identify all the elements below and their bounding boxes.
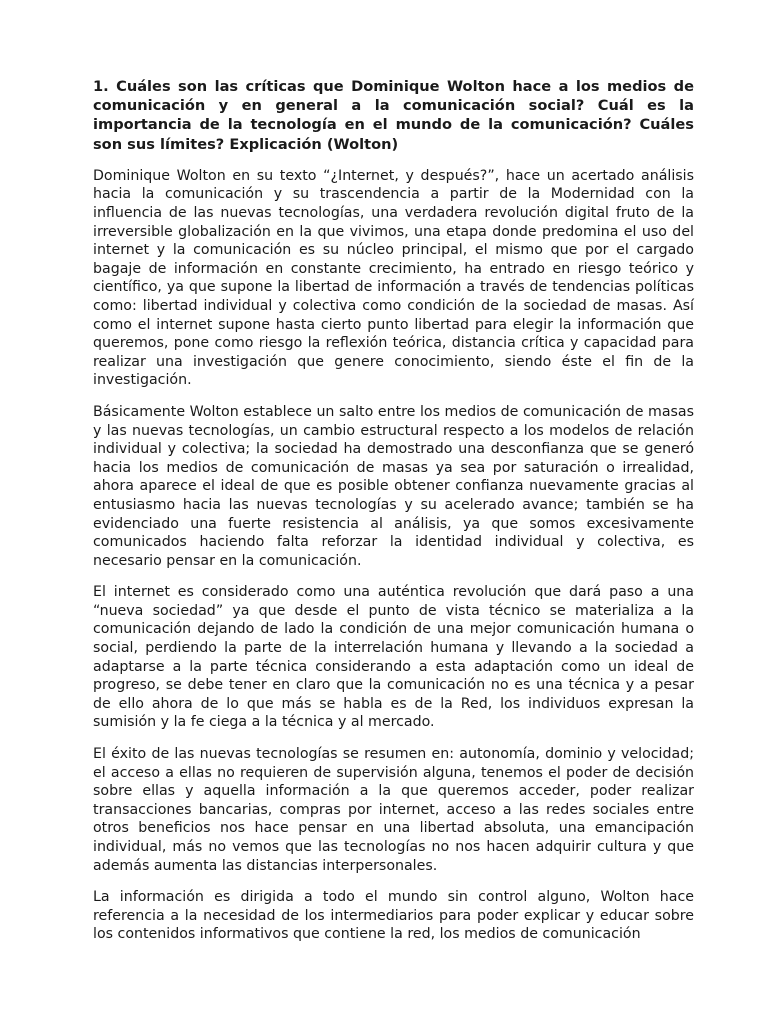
- question-heading: 1. Cuáles son las críticas que Dominique Wolton hace a los medios de comunicación y en general a la comunicación social? Cuál es la importancia de la tecnología en el mundo de la comunicación? Cuáles son sus límites? Explicación (Wolton): [93, 78, 694, 153]
- paragraph-3: El internet es considerado como una auténtica revolución que dará paso a una “nueva sociedad” ya que desde el punto de vista técnico se materializa a la comunicación dejando de lado la condición de una mejor comunicación humana o social, perdiendo la parte de la interrelación humana y llevando a la sociedad a adaptarse a la parte técnica considerando a esta adaptación como un ideal de progreso, se debe tener en claro que la comunicación no es una técnica y a pesar de ello ahora de lo que más se habla es de la Red, los individuos expresan la sumisión y la fe ciega a la técnica y al mercado.: [93, 584, 694, 731]
- paragraph-1: Dominique Wolton en su texto “¿Internet, y después?”, hace un acertado análisis hacia la comunicación y su trascendencia a partir de la Modernidad con la influencia de las nuevas tecnologías, una verdadera revolución digital fruto de la irreversible globalización en la que vivimos, una etapa donde predomina el uso del internet y la comunicación es su núcleo principal, el mismo que por el cargado bagaje de información en constante crecimiento, ha entrado en riesgo teórico y científico, ya que supone la libertad de información a través de tendencias políticas como: libertad individual y colectiva como condición de la sociedad de masas. Así como el internet supone hasta cierto punto libertad para elegir la información que queremos, pone como riesgo la reflexión teórica, distancia crítica y capacidad para realizar una investigación que genere conocimiento, siendo éste el fin de la investigación.: [93, 167, 694, 389]
- paragraph-5: La información es dirigida a todo el mundo sin control alguno, Wolton hace referencia a la necesidad de los intermediarios para poder explicar y educar sobre los contenidos informativos que contiene la red, los medios de comunicación: [93, 889, 694, 943]
- paragraph-2: Básicamente Wolton establece un salto entre los medios de comunicación de masas y las nuevas tecnologías, un cambio estructural respecto a los modelos de relación individual y colectiva; la sociedad ha demostrado una desconfianza que se generó hacia los medios de comunicación de masas ya sea por saturación o irrealidad, ahora aparece el ideal de que es posible obtener confianza nuevamente gracias al entusiasmo hacia las nuevas tecnologías y su acelerado avance; también se ha evidenciado una fuerte resistencia al análisis, ya que somos excesivamente comunicados haciendo falta reforzar la identidad individual y colectiva, es necesario pensar en la comunicación.: [93, 403, 694, 569]
- paragraph-4: El éxito de las nuevas tecnologías se resumen en: autonomía, dominio y velocidad; el acceso a ellas no requieren de supervisión alguna, tenemos el poder de decisión sobre ellas y aquella información a la que queremos acceder, poder realizar transacciones bancarias, compras por internet, acceso a las redes sociales entre otros beneficios nos hace pensar en una libertad absoluta, una emancipación individual, más no vemos que las tecnologías no nos hacen adquirir cultura y que además aumenta las distancias interpersonales.: [93, 746, 694, 874]
